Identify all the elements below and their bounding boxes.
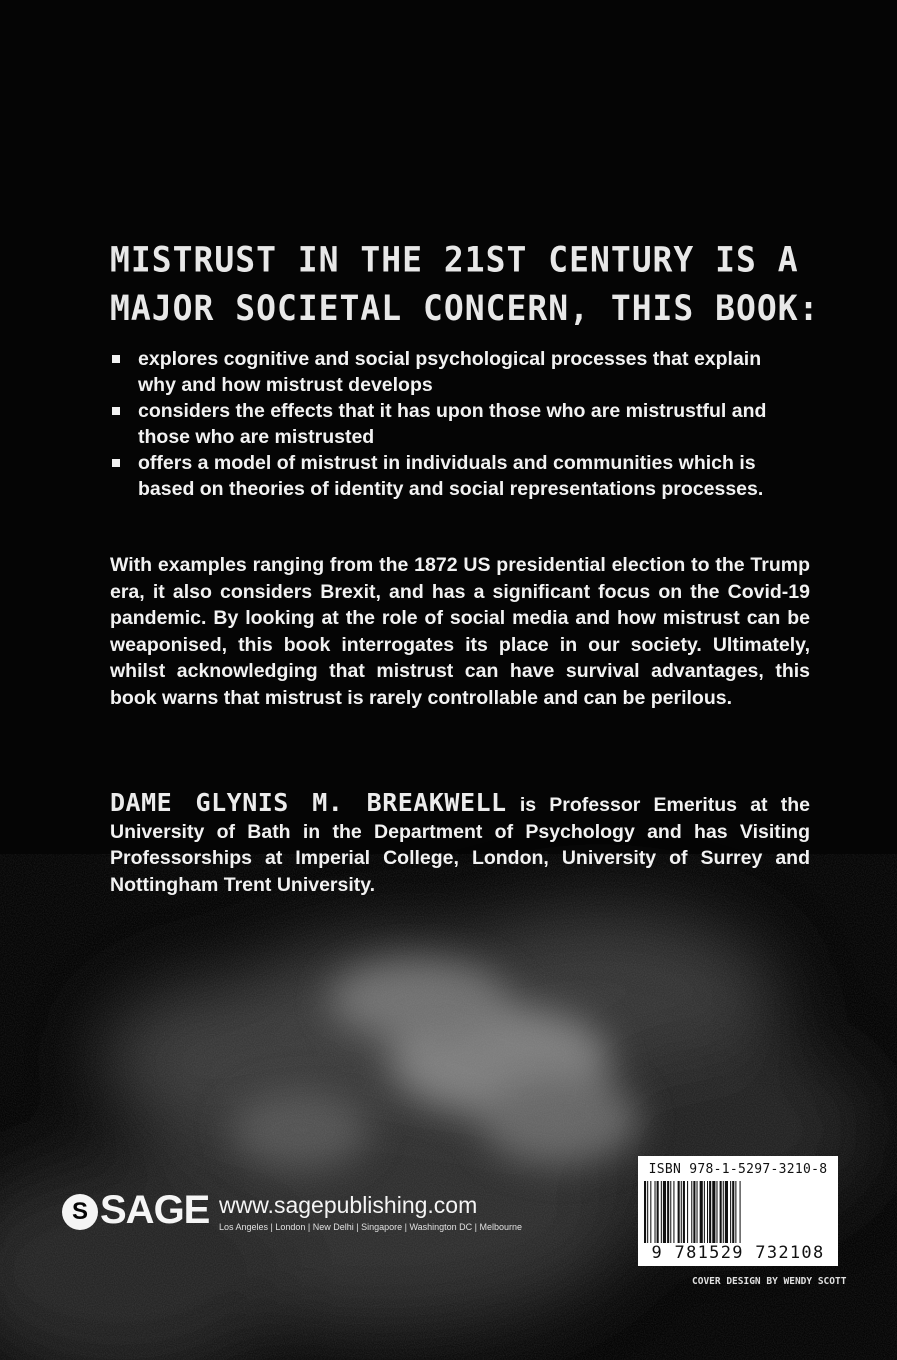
list-item: explores cognitive and social psychological processes that explain why and how mistrust develops	[110, 346, 790, 398]
author-bio	[110, 790, 810, 898]
publisher-cities: Los Angeles | London | New Delhi | Singapore | Washington DC | Melbourne	[219, 1222, 523, 1232]
list-item: offers a model of mistrust in individuals and communities which is based on theories of identity and social representations processes.	[110, 450, 790, 502]
author-bio-text: is Professor Emeritus at the University of Bath in the Department of Psychology and has Visiting Professorships at Imperial College, London, University of Surrey and Nottingham Trent University.	[110, 794, 810, 896]
headline-line-1: MISTRUST IN THE 21ST CENTURY IS A	[110, 239, 799, 281]
headline-line-2: MAJOR SOCIETAL CONCERN, THIS BOOK:	[110, 287, 820, 329]
isbn-label: ISBN 978-1-5297-3210-8	[648, 1162, 828, 1177]
square-bullet-icon	[112, 355, 120, 363]
list-item: considers the effects that it has upon those who are mistrustful and those who are mistrusted	[110, 398, 790, 450]
sage-logo-icon: S	[62, 1194, 98, 1230]
barcode-number: 9 781529 732108	[651, 1243, 825, 1263]
author-name: DAME GLYNIS M. BREAKWELL	[110, 788, 507, 817]
barcode-bars	[644, 1181, 832, 1245]
square-bullet-icon	[112, 407, 120, 415]
bullet-list	[110, 346, 790, 502]
isbn-barcode	[638, 1156, 838, 1266]
publisher-url: www.sagepublishing.com	[219, 1192, 478, 1218]
headline	[110, 236, 820, 333]
description-paragraph: With examples ranging from the 1872 US presidential election to the Trump era, it also considers Brexit, and has a significant focus on the Covid-19 pandemic. By looking at the role of social media and how mistrust can be weaponised, this book interrogates its place in our society. Ultimately, whilst acknowledging that mistrust can have survival advantages, this book warns that mistrust is rarely controllable and can be perilous.	[110, 554, 810, 709]
sage-logo-text: SAGE	[100, 1188, 210, 1232]
cover-design-credit: COVER DESIGN BY WENDY SCOTT	[692, 1276, 847, 1287]
square-bullet-icon	[112, 459, 120, 467]
publisher-block	[62, 1188, 523, 1242]
